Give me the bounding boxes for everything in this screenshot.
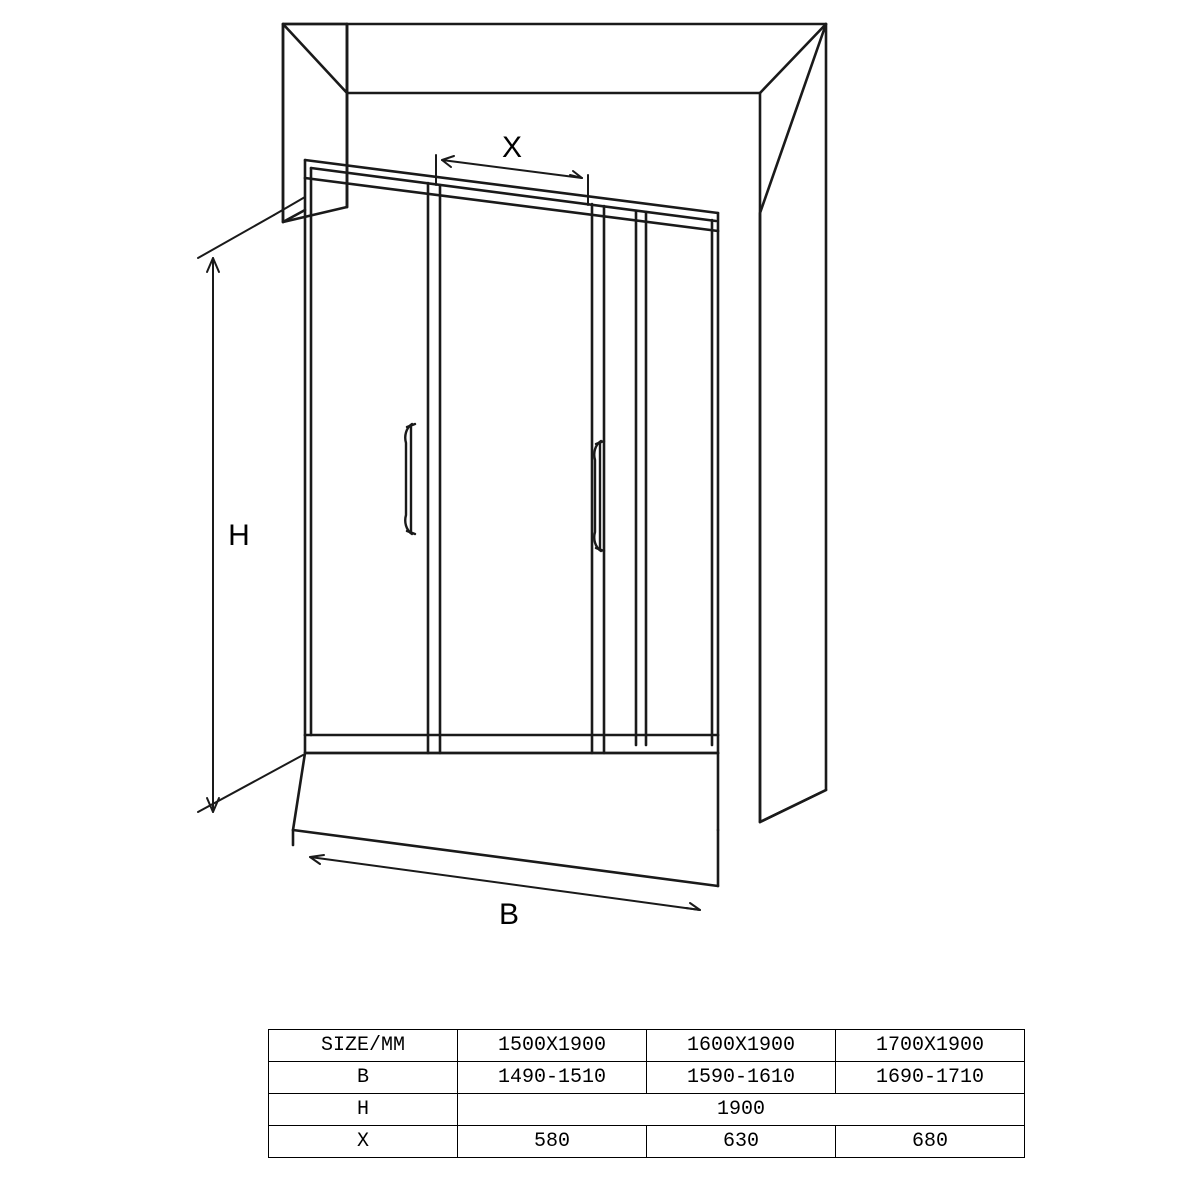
enclosure-walls <box>283 24 826 822</box>
row-b-value-1: 1490-1510 <box>458 1062 647 1094</box>
row-h-value: 1900 <box>458 1094 1025 1126</box>
row-x-value-3: 680 <box>836 1126 1025 1158</box>
glass-panels <box>305 168 718 753</box>
row-b-value-3: 1690-1710 <box>836 1062 1025 1094</box>
row-label-b: B <box>269 1062 458 1094</box>
dimension-h <box>198 197 305 812</box>
label-x: X <box>501 131 523 164</box>
row-label-h: H <box>269 1094 458 1126</box>
size-spec-table <box>268 1029 1025 1158</box>
top-frame-rail <box>305 160 718 231</box>
bottom-frame-rail <box>305 735 718 753</box>
table-row-header <box>269 1030 1025 1062</box>
label-b: B <box>498 898 520 931</box>
row-x-value-2: 630 <box>647 1126 836 1158</box>
door-handle-left <box>405 424 415 534</box>
table-row <box>269 1094 1025 1126</box>
header-size-2: 1600X1900 <box>647 1030 836 1062</box>
label-h: H <box>228 519 250 552</box>
header-size-3: 1700X1900 <box>836 1030 1025 1062</box>
row-x-value-1: 580 <box>458 1126 647 1158</box>
row-b-value-2: 1590-1610 <box>647 1062 836 1094</box>
row-label-x: X <box>269 1126 458 1158</box>
header-size-label: SIZE/MM <box>269 1030 458 1062</box>
shower-tray <box>293 753 718 886</box>
door-handle-right <box>594 441 604 551</box>
table-row <box>269 1126 1025 1158</box>
table-row <box>269 1062 1025 1094</box>
header-size-1: 1500X1900 <box>458 1030 647 1062</box>
